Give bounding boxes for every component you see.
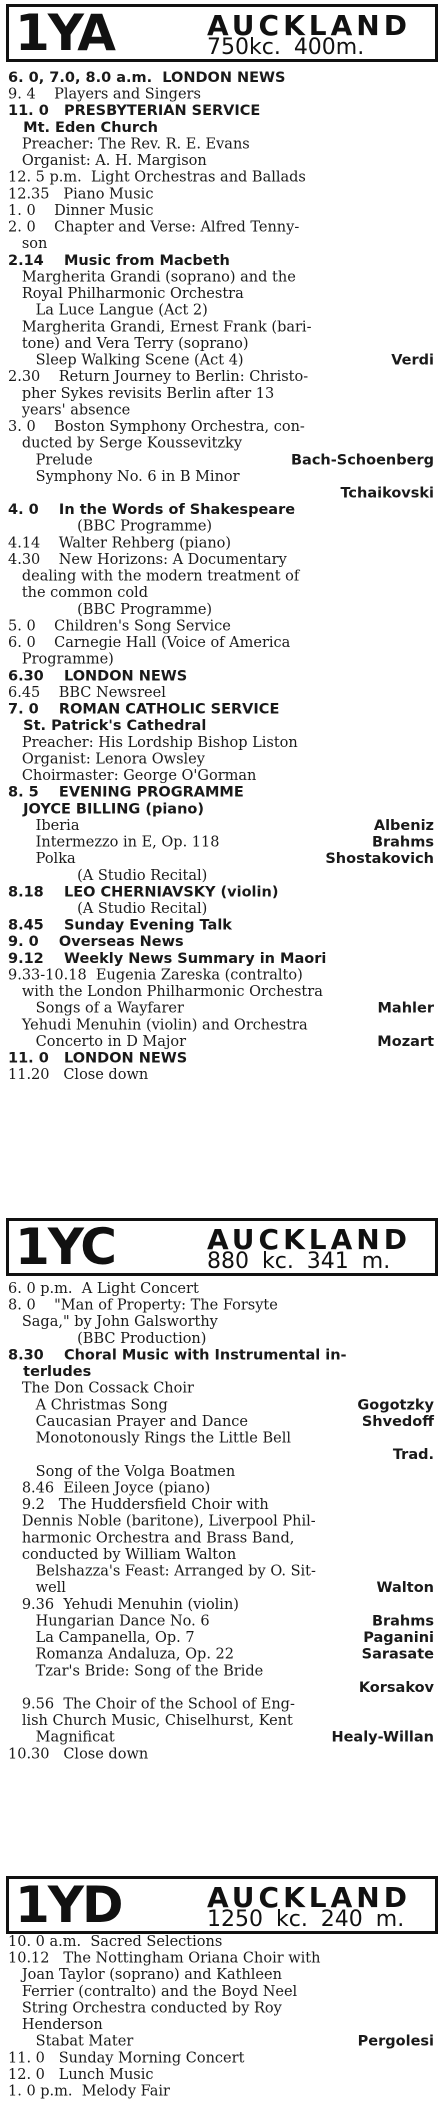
composer-name: Bach-Schoenberg: [291, 452, 434, 469]
station-1yd-section: [0, 1872, 440, 2102]
programme-line: pher Sykes revisits Berlin after 13: [8, 385, 275, 402]
programme-line: ducted by Serge Koussevitzky: [8, 435, 243, 452]
programme-line: Tzar's Bride: Song of the Bride: [8, 1663, 264, 1680]
programme-line: 5. 0 Children's Song Service: [8, 618, 231, 635]
programme-line: Organist: A. H. Margison: [8, 153, 207, 170]
programme-line: Saga," by John Galsworthy: [8, 1314, 218, 1331]
composer-name: Mozart: [377, 1033, 434, 1050]
programme-line: (BBC Programme): [8, 518, 213, 535]
programme-line: St. Patrick's Cathedral: [8, 718, 207, 735]
station-callsign: 1YC: [15, 1218, 115, 1276]
programme-line: Henderson: [8, 2017, 103, 2034]
programme-line: Preacher: The Rev. R. E. Evans: [8, 136, 250, 153]
programme-line: 11. 0 LONDON NEWS: [8, 1050, 188, 1067]
composer-name: Walton: [376, 1580, 434, 1597]
programme-line: 9.12 Weekly News Summary in Maori: [8, 950, 327, 967]
programme-line: 2.30 Return Journey to Berlin: Christo-: [8, 369, 309, 386]
composer-name: Trad.: [392, 1447, 434, 1464]
programme-line: (BBC Programme): [8, 601, 213, 618]
programme-line: (BBC Production): [8, 1330, 207, 1347]
programme-line: 10.12 The Nottingham Oriana Choir with: [8, 1950, 321, 1967]
programme-line: 7. 0 ROMAN CATHOLIC SERVICE: [8, 701, 280, 718]
programme-line: 12.35 Piano Music: [8, 186, 154, 203]
programme-line: 11. 0 Sunday Morning Concert: [8, 2050, 245, 2067]
programme-line: JOYCE BILLING (piano): [8, 801, 205, 818]
programme-line: Intermezzo in E, Op. 118: [8, 834, 220, 851]
station-city: AUCKLAND: [207, 1881, 411, 1914]
programme-line: Prelude: [8, 452, 93, 469]
programme-line: son: [8, 236, 48, 253]
station-city: AUCKLAND: [207, 9, 411, 42]
programme-line: Romanza Andaluza, Op. 22: [8, 1646, 234, 1663]
programme-line: Programme): [8, 651, 114, 668]
programme-line: La Campanella, Op. 7: [8, 1630, 195, 1647]
programme-line: 3. 0 Boston Symphony Orchestra, con-: [8, 419, 305, 436]
programme-line: A Christmas Song: [8, 1397, 168, 1414]
programme-line: 4. 0 In the Words of Shakespeare: [8, 502, 296, 519]
programme-line: La Luce Langue (Act 2): [8, 302, 208, 319]
composer-name: Korsakov: [358, 1679, 434, 1696]
composer-name: Mahler: [377, 1000, 434, 1017]
programme-line: Joan Taylor (soprano) and Kathleen: [8, 1967, 282, 1984]
programme-line: 12. 5 p.m. Light Orchestras and Ballads: [8, 169, 306, 186]
programme-line: 4.14 Walter Rehberg (piano): [8, 535, 232, 552]
composer-name: Shvedoff: [361, 1413, 434, 1430]
programme-line: Concerto in D Major: [8, 1033, 187, 1050]
programme-line: 9.2 The Huddersfield Choir with: [8, 1497, 269, 1514]
programme-line: Song of the Volga Boatmen: [8, 1463, 236, 1480]
programme-line: Margherita Grandi, Ernest Frank (bari-: [8, 319, 312, 336]
programme-listing-1yc: [0, 1213, 440, 1872]
programme-line: years' absence: [8, 402, 131, 419]
composer-name: Brahms: [371, 834, 434, 851]
programme-line: Dennis Noble (baritone), Liverpool Phil-: [8, 1513, 316, 1530]
programme-line: The Don Cossack Choir: [8, 1380, 194, 1397]
programme-line: Stabat Mater: [8, 2033, 134, 2050]
station-frequency: 880 kc. 341 m.: [207, 1249, 391, 1274]
station-frequency: 750kc. 400m.: [207, 35, 365, 60]
composer-name: Pergolesi: [357, 2033, 434, 2050]
programme-line: Royal Philharmonic Orchestra: [8, 286, 244, 303]
programme-listing-1yd: [0, 1872, 440, 2102]
composer-name: Gogotzky: [357, 1397, 434, 1414]
programme-line: Organist: Lenora Owsley: [8, 751, 205, 768]
programme-line: 8.46 Eileen Joyce (piano): [8, 1480, 211, 1497]
programme-line: 9.33-10.18 Eugenia Zareska (contralto): [8, 967, 303, 984]
programme-line: 10. 0 a.m. Sacred Selections: [8, 1934, 223, 1950]
composer-name: Tchaikovski: [340, 485, 434, 502]
programme-line: Choirmaster: George O'Gorman: [8, 768, 257, 785]
programme-line: String Orchestra conducted by Roy: [8, 2000, 282, 2017]
programme-line: 8. 5 EVENING PROGRAMME: [8, 784, 244, 801]
station-city: AUCKLAND: [207, 1223, 411, 1256]
programme-line: tone) and Vera Terry (soprano): [8, 335, 249, 352]
programme-line: 9. 0 Overseas News: [8, 934, 184, 951]
programme-line: Symphony No. 6 in B Minor: [8, 468, 240, 485]
programme-line: Monotonously Rings the Little Bell: [8, 1430, 291, 1447]
programme-line: harmonic Orchestra and Brass Band,: [8, 1530, 295, 1547]
programme-line: Ferrier (contralto) and the Boyd Neel: [8, 1983, 298, 2000]
programme-line: Preacher: His Lordship Bishop Liston: [8, 734, 298, 751]
programme-line: (A Studio Recital): [8, 901, 208, 917]
programme-line: well: [8, 1580, 66, 1597]
programme-line: 6. 0, 7.0, 8.0 a.m. LONDON NEWS: [8, 70, 286, 86]
programme-line: Sleep Walking Scene (Act 4): [8, 352, 244, 369]
programme-line: 12. 0 Lunch Music: [8, 2066, 154, 2083]
programme-line: Polka: [8, 851, 76, 868]
programme-line: 8. 0 "Man of Property: The Forsyte: [8, 1297, 278, 1314]
programme-line: 6. 0 Carnegie Hall (Voice of America: [8, 635, 291, 652]
composer-name: Paganini: [363, 1630, 434, 1647]
programme-line: (A Studio Recital): [8, 867, 208, 884]
programme-line: Margherita Grandi (soprano) and the: [8, 269, 296, 286]
programme-line: with the London Philharmonic Orchestra: [8, 984, 323, 1001]
composer-name: Verdi: [391, 352, 434, 369]
programme-line: 9.36 Yehudi Menuhin (violin): [8, 1596, 239, 1613]
programme-line: 9.56 The Choir of the School of Eng-: [8, 1696, 295, 1713]
programme-line: 6.45 BBC Newsreel: [8, 684, 166, 701]
programme-line: 1. 0 p.m. Melody Fair: [8, 2083, 170, 2100]
programme-line: 8.45 Sunday Evening Talk: [8, 917, 232, 934]
programme-line: 8.30 Choral Music with Instrumental in-: [8, 1347, 347, 1364]
programme-line: 1. 0 Dinner Music: [8, 202, 154, 219]
programme-line: Magnificat: [8, 1729, 115, 1746]
programme-line: lish Church Music, Chiselhurst, Kent: [8, 1713, 293, 1730]
programme-line: terludes: [8, 1364, 92, 1381]
programme-line: Hungarian Dance No. 6: [8, 1613, 210, 1630]
station-1yc-section: [0, 1213, 440, 1872]
composer-name: Shostakovich: [325, 851, 434, 868]
station-frequency: 1250 kc. 240 m.: [207, 1907, 405, 1932]
programme-line: 10.30 Close down: [8, 1746, 149, 1763]
programme-line: dealing with the modern treatment of: [8, 568, 300, 585]
programme-line: 2.14 Music from Macbeth: [8, 252, 230, 269]
programme-line: Caucasian Prayer and Dance: [8, 1413, 249, 1430]
composer-name: Albeniz: [373, 817, 434, 834]
programme-line: Songs of a Wayfarer: [8, 1000, 184, 1017]
composer-name: Sarasate: [361, 1646, 434, 1663]
programme-line: 8.18 LEO CHERNIAVSKY (violin): [8, 884, 279, 901]
programme-line: 6. 0 p.m. A Light Concert: [8, 1281, 199, 1297]
programme-line: 6.30 LONDON NEWS: [8, 668, 188, 685]
programme-line: Mt. Eden Church: [8, 119, 158, 136]
composer-name: Brahms: [371, 1613, 434, 1630]
programme-line: conducted by William Walton: [8, 1546, 237, 1563]
programme-line: 11.20 Close down: [8, 1067, 149, 1084]
programme-line: the common cold: [8, 585, 148, 602]
station-callsign: 1YD: [15, 1876, 122, 1934]
programme-line: 11. 0 PRESBYTERIAN SERVICE: [8, 103, 261, 120]
programme-line: 4.30 New Horizons: A Documentary: [8, 551, 287, 568]
station-callsign: 1YA: [15, 4, 114, 62]
programme-line: Iberia: [8, 817, 80, 834]
programme-line: 9. 4 Players and Singers: [8, 86, 201, 103]
programme-line: Yehudi Menuhin (violin) and Orchestra: [8, 1017, 308, 1034]
programme-line: 2. 0 Chapter and Verse: Alfred Tenny-: [8, 219, 300, 236]
programme-line: Belshazza's Feast: Arranged by O. Sit-: [8, 1563, 316, 1580]
composer-name: Healy-Willan: [331, 1729, 434, 1746]
